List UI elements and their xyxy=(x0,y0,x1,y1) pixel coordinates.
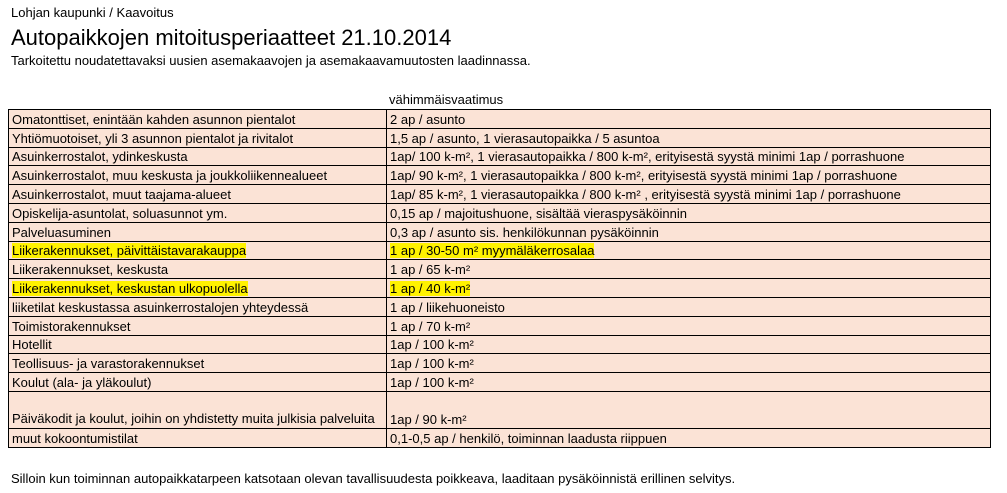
requirement-text: 1ap/ 90 k-m², 1 vierasautopaikka / 800 k-m², erityisestä syystä minimi 1ap / porrashuone xyxy=(390,168,898,184)
requirement-cell xyxy=(387,316,991,335)
table-row xyxy=(9,354,991,373)
table-row-highlighted xyxy=(9,241,991,260)
requirement-text: 1ap/ 100 k-m², 1 vierasautopaikka / 800 k-m², erityisestä syystä minimi 1ap / porrashuone xyxy=(390,149,905,165)
table-row xyxy=(9,428,991,447)
page-title: Autopaikkojen mitoitusperiaatteet 21.10.2014 xyxy=(11,25,452,50)
requirement-cell xyxy=(387,147,991,166)
category-cell xyxy=(9,128,387,147)
category-text: Liikerakennukset, keskusta xyxy=(12,262,169,278)
category-text: Toimistorakennukset xyxy=(12,318,131,334)
requirement-cell xyxy=(387,279,991,298)
category-text: Teollisuus- ja varastorakennukset xyxy=(12,356,205,372)
highlighted-category-text: Liikerakennukset, keskustan ulkopuolella xyxy=(12,280,248,296)
category-text: Asuinkerrostalot, muu keskusta ja joukkoliikennealueet xyxy=(12,168,328,184)
category-text: Palveluasuminen xyxy=(12,224,112,240)
category-text: Omatonttiset, enintään kahden asunnon pientalot xyxy=(12,111,296,127)
requirement-cell xyxy=(387,128,991,147)
table-row-highlighted xyxy=(9,279,991,298)
category-cell xyxy=(9,222,387,241)
breadcrumb: Lohjan kaupunki / Kaavoitus xyxy=(11,5,174,20)
requirement-cell xyxy=(387,373,991,392)
table-row xyxy=(9,335,991,354)
requirement-text: 1ap / 100 k-m² xyxy=(390,356,474,372)
footer-note: Silloin kun toiminnan autopaikkatarpeen katsotaan olevan tavallisuudesta poikkeava, laaditaan pysäköinnistä erillinen selvitys. xyxy=(11,471,736,486)
table-row xyxy=(9,110,991,129)
requirement-cell xyxy=(387,428,991,447)
category-cell xyxy=(9,373,387,392)
category-cell xyxy=(9,354,387,373)
requirement-cell xyxy=(387,260,991,279)
requirement-cell xyxy=(387,354,991,373)
table-row xyxy=(9,316,991,335)
category-text: Hotellit xyxy=(12,337,52,353)
requirement-cell xyxy=(387,335,991,354)
category-cell xyxy=(9,147,387,166)
requirement-text: 0,1-0,5 ap / henkilö, toiminnan laadusta riippuen xyxy=(390,430,667,446)
requirement-column-header: vähimmäisvaatimus xyxy=(389,92,504,107)
category-cell xyxy=(9,428,387,447)
category-text: muut kokoontumistilat xyxy=(12,430,138,446)
highlighted-requirement-text: 1 ap / 30-50 m² myymäläkerrosalaa xyxy=(390,243,595,259)
highlighted-category-text: Liikerakennukset, päivittäistavarakauppa xyxy=(12,243,247,259)
requirement-cell xyxy=(387,166,991,185)
category-cell xyxy=(9,203,387,222)
requirement-text: 1 ap / 70 k-m² xyxy=(390,318,471,334)
table-row xyxy=(9,297,991,316)
category-text: Päiväkodit ja koulut, joihin on yhdistetty muita julkisia palveluita xyxy=(12,410,375,426)
category-text: Koulut (ala- ja yläkoulut) xyxy=(12,374,152,390)
category-cell xyxy=(9,279,387,298)
parking-requirements-table xyxy=(8,109,991,448)
highlighted-requirement-text: 1 ap / 40 k-m² xyxy=(390,280,471,296)
category-cell xyxy=(9,185,387,204)
requirement-cell xyxy=(387,110,991,129)
requirement-text: 1,5 ap / asunto, 1 vierasautopaikka / 5 asuntoa xyxy=(390,130,660,146)
table-row xyxy=(9,166,991,185)
requirement-cell xyxy=(387,185,991,204)
requirement-text: 1ap / 90 k-m² xyxy=(390,411,467,427)
category-cell xyxy=(9,241,387,260)
category-text: Opiskelija-asuntolat, soluasunnot ym. xyxy=(12,205,228,221)
category-text: Asuinkerrostalot, muut taajama-alueet xyxy=(12,186,231,202)
requirement-text: 0,3 ap / asunto sis. henkilökunnan pysäköinnin xyxy=(390,224,659,240)
category-text: liiketilat keskustassa asuinkerrostalojen yhteydessä xyxy=(12,299,309,315)
requirement-text: 0,15 ap / majoitushuone, sisältää vieraspysäköinnin xyxy=(390,205,688,221)
category-cell xyxy=(9,391,387,428)
category-cell xyxy=(9,335,387,354)
requirement-text: 1ap / 100 k-m² xyxy=(390,374,474,390)
requirement-cell xyxy=(387,222,991,241)
table-row xyxy=(9,128,991,147)
table-row xyxy=(9,260,991,279)
requirement-cell xyxy=(387,297,991,316)
category-cell xyxy=(9,316,387,335)
category-text: Yhtiömuotoiset, yli 3 asunnon pientalot ja rivitalot xyxy=(12,130,294,146)
table-row xyxy=(9,222,991,241)
category-cell xyxy=(9,166,387,185)
requirement-cell xyxy=(387,203,991,222)
table-row xyxy=(9,185,991,204)
requirement-text: 1ap/ 85 k-m², 1 vierasautopaikka / 800 k-m² , erityisestä syystä minimi 1ap / porrashuone xyxy=(390,186,901,202)
requirement-text: 1 ap / 65 k-m² xyxy=(390,262,471,278)
requirement-cell xyxy=(387,241,991,260)
requirement-text: 2 ap / asunto xyxy=(390,111,466,127)
category-cell xyxy=(9,260,387,279)
table-row xyxy=(9,391,991,428)
requirement-text: 1ap / 100 k-m² xyxy=(390,337,474,353)
table-row xyxy=(9,147,991,166)
category-text: Asuinkerrostalot, ydinkeskusta xyxy=(12,149,188,165)
requirement-cell xyxy=(387,391,991,428)
requirement-text: 1 ap / liikehuoneisto xyxy=(390,299,505,315)
category-cell xyxy=(9,110,387,129)
category-cell xyxy=(9,297,387,316)
page-subtitle: Tarkoitettu noudatettavaksi uusien asemakaavojen ja asemakaavamuutosten laadinnassa. xyxy=(11,53,531,68)
table-row xyxy=(9,373,991,392)
table-row xyxy=(9,203,991,222)
